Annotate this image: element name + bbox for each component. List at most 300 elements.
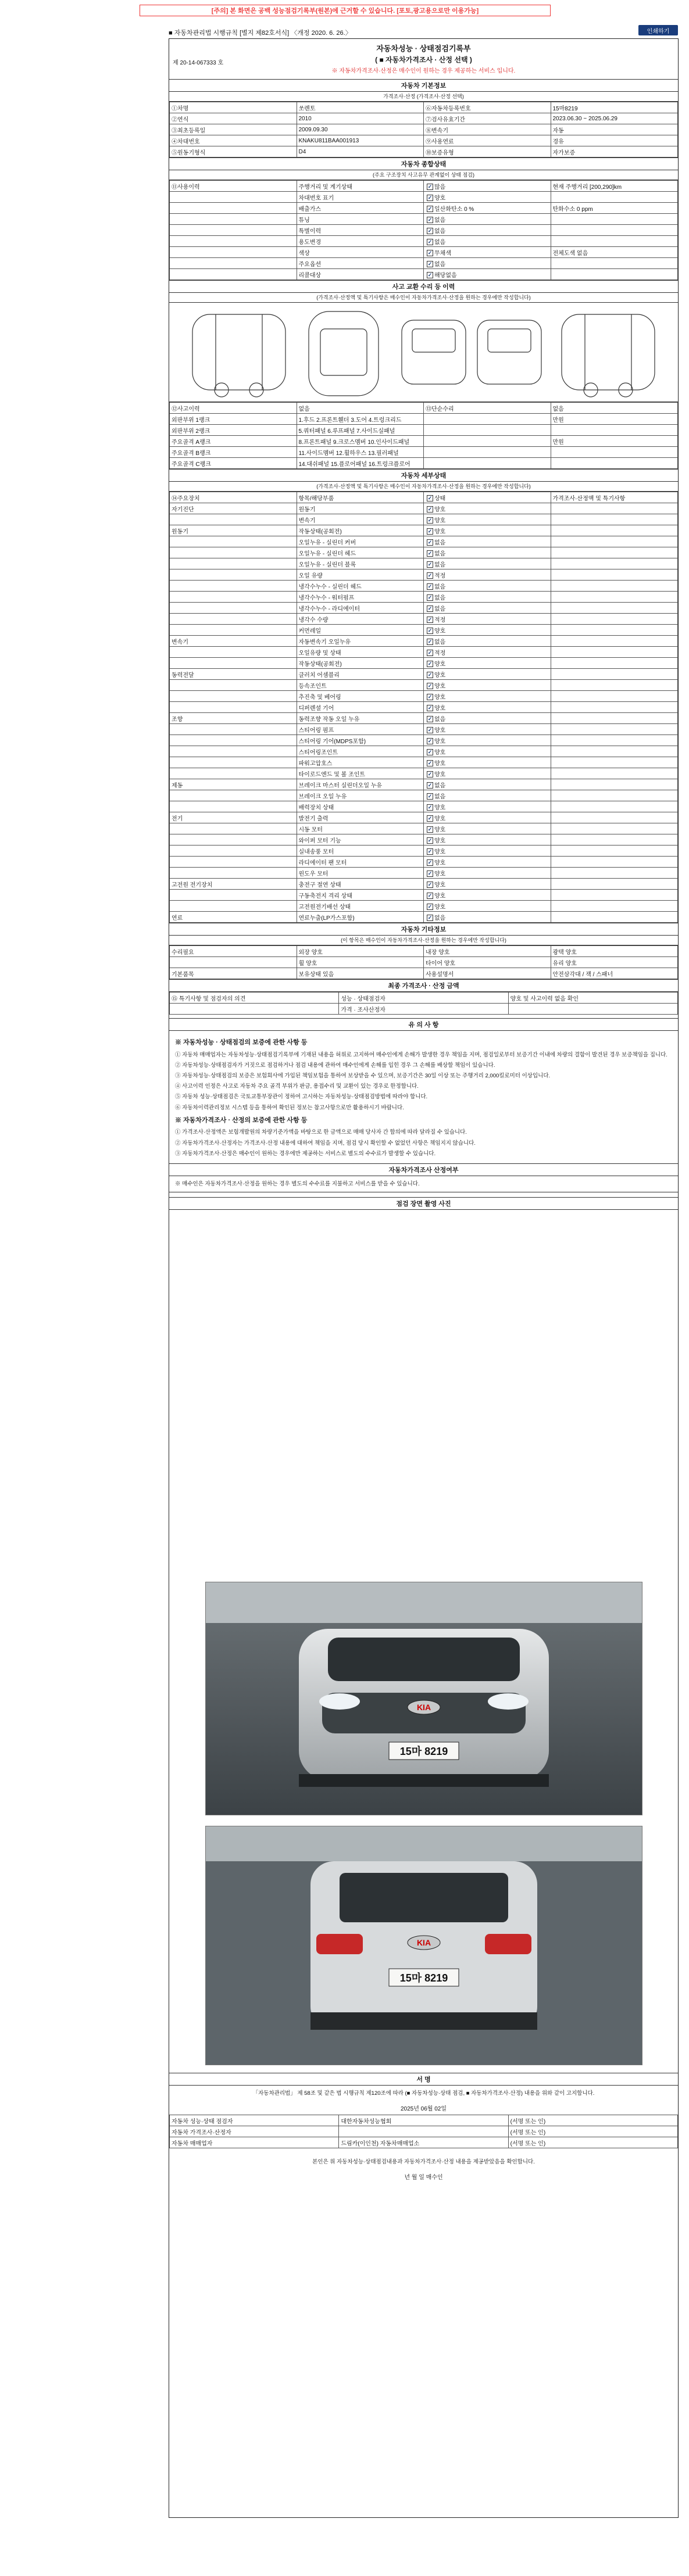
table-cell: [170, 425, 297, 436]
notice-paragraph: ⑤ 자동차 성능·상태점검은 국토교통부장관이 정하여 고시하는 자동차성능·상태점검방법에 따라야 합니다.: [175, 1094, 428, 1101]
table-cell: [551, 724, 678, 735]
cell-text: 없음: [434, 639, 446, 646]
table-cell: [170, 2137, 339, 2148]
table-cell: [424, 425, 551, 436]
checkbox-checked-icon: ✓: [427, 272, 433, 278]
cell-text: 5.쿼터패널 6.루프패널 7.사이드실패널: [298, 428, 395, 435]
table-cell: [297, 746, 424, 757]
table-row: [170, 845, 678, 857]
table-cell: [424, 181, 551, 192]
table-cell: [551, 823, 678, 834]
cell-text: 작동상태(공회전): [298, 528, 342, 535]
cell-text: 작동상태(공회전): [298, 661, 342, 668]
table-cell: [424, 801, 551, 812]
table-cell: [424, 957, 551, 968]
cell-text: 탄화수소 0 ppm: [552, 206, 593, 213]
checkbox-checked-icon: ✓: [427, 859, 433, 866]
table-cell: [424, 669, 551, 680]
table-cell: [170, 192, 297, 203]
table-row: [170, 414, 678, 425]
notice-paragraph: ① 가격조사·산정액은 보험개발원의 차량기준가액을 바탕으로 한 금액으로 매매 당사자 간 합의에 따라 달라질 수 있습니다.: [175, 1129, 467, 1136]
cell-text: 주요옵션: [298, 261, 322, 268]
table-cell: [297, 946, 424, 957]
checkbox-checked-icon: ✓: [427, 870, 433, 877]
detail-sub: (가격조사·산정액 및 특기사항은 매수인이 자동차가격조사·산정을 원하는 경우에만 작성합니다): [169, 482, 678, 492]
table-row: [170, 258, 678, 269]
cell-text: 양호: [434, 904, 446, 911]
table-cell: [424, 135, 551, 146]
cell-text: 양호: [434, 694, 446, 701]
table-cell: [551, 569, 678, 581]
table-cell: [424, 458, 551, 469]
cell-text: 광택 양호: [552, 949, 577, 956]
table-cell: [551, 403, 678, 414]
table-row: [170, 236, 678, 247]
table-cell: [170, 757, 297, 768]
cell-text: 연료: [172, 915, 183, 922]
table-cell: [424, 436, 551, 447]
cell-text: 원동기: [172, 528, 188, 535]
checkbox-checked-icon: ✓: [427, 661, 433, 667]
table-cell: [424, 636, 551, 647]
table-row: [170, 458, 678, 469]
table-cell: [297, 603, 424, 614]
table-cell: [424, 757, 551, 768]
table-cell: [170, 993, 339, 1004]
basic-info-sub: 가격조사·산정 (가격조사·산정 선택): [169, 92, 678, 102]
accident-sub: (가격조사·산정액 및 특기사항은 매수인이 자동차가격조사·산정을 원하는 경우에만 작성합니다): [169, 293, 678, 303]
table-cell: [297, 779, 424, 790]
table-cell: [424, 113, 551, 124]
table-row: [170, 946, 678, 957]
table-cell: [170, 203, 297, 214]
table-cell: [297, 492, 424, 503]
table-cell: [551, 447, 678, 458]
table-cell: [170, 414, 297, 425]
cell-text: 디퍼렌셜 기어: [298, 705, 334, 712]
table-row: [170, 247, 678, 258]
plate-front: 15마 8219: [399, 1746, 448, 1757]
table-row: [170, 647, 678, 658]
table-row: [170, 425, 678, 436]
table-cell: [508, 1004, 677, 1015]
checkbox-checked-icon: ✓: [427, 705, 433, 711]
cell-text: 실내송풍 모터: [298, 848, 334, 855]
cell-text: 양호: [434, 683, 446, 690]
cell-text: 오일누유 - 실린더 블록: [298, 561, 356, 568]
table-cell: [424, 680, 551, 691]
table-cell: [170, 801, 297, 812]
table-cell: [551, 236, 678, 247]
table-cell: [551, 879, 678, 890]
cell-text: 없음: [298, 406, 310, 413]
table-cell: [424, 702, 551, 713]
cell-text: 원동기: [298, 506, 316, 513]
table-cell: [424, 614, 551, 625]
table-row: [170, 625, 678, 636]
cell-text: 대한자동차성능협회: [341, 2118, 392, 2125]
cell-text: 발전기 출력: [298, 815, 329, 822]
cell-text: 제동: [172, 782, 183, 789]
checkbox-checked-icon: ✓: [427, 804, 433, 811]
checkbox-checked-icon: ✓: [427, 815, 433, 822]
table-cell: [297, 834, 424, 845]
basic-info-header: 자동차 기본정보: [169, 79, 678, 92]
table-cell: [170, 968, 297, 979]
table-cell: [170, 214, 297, 225]
cell-text: 자동차 매매업자: [172, 2140, 213, 2147]
table-cell: [551, 603, 678, 614]
cell-text: 양호: [434, 771, 446, 778]
table-cell: [170, 912, 297, 923]
table-cell: [170, 901, 297, 912]
table-cell: [551, 801, 678, 812]
cell-text: 외장 양호: [298, 949, 323, 956]
table-row: [170, 569, 678, 581]
cell-text: 성능 · 상태점검자: [341, 995, 385, 1002]
table-cell: [170, 857, 297, 868]
cell-text: 없음: [552, 406, 564, 413]
table-cell: [551, 757, 678, 768]
table-cell: [170, 247, 297, 258]
table-cell: [170, 834, 297, 845]
cell-text: 없음: [434, 217, 446, 224]
cell-text: 안전삼각대 / 잭 / 스패너: [552, 971, 613, 978]
cell-text: ⑥자동차등록번호: [426, 105, 471, 112]
table-cell: [170, 812, 297, 823]
checkbox-checked-icon: ✓: [427, 261, 433, 267]
cell-text: 주요골격 C랭크: [172, 461, 211, 468]
table-cell: [297, 403, 424, 414]
table-cell: [424, 492, 551, 503]
table-row: [170, 558, 678, 569]
table-row: [170, 225, 678, 236]
checkbox-checked-icon: ✓: [427, 639, 433, 645]
table-cell: [170, 2126, 339, 2137]
cell-text: ⑮ 특기사항 및 점검자의 의견: [172, 995, 246, 1002]
cell-text: 해당없음: [434, 272, 457, 279]
table-cell: [424, 868, 551, 879]
checkbox-checked-icon: ✓: [427, 782, 433, 789]
table-cell: [170, 636, 297, 647]
table-cell: [551, 968, 678, 979]
checkbox-checked-icon: ✓: [427, 904, 433, 910]
cell-text: ②연식: [172, 116, 189, 123]
table-cell: [551, 414, 678, 425]
table-row: [170, 957, 678, 968]
table-cell: [297, 269, 424, 280]
table-cell: [424, 247, 551, 258]
table-cell: [297, 536, 424, 547]
table-cell: [339, 2126, 508, 2137]
table-cell: [424, 581, 551, 592]
checkbox-checked-icon: ✓: [427, 517, 433, 524]
table-cell: [551, 436, 678, 447]
table-cell: [297, 658, 424, 669]
table-cell: [424, 269, 551, 280]
cell-text: 양호: [434, 870, 446, 877]
basic-info-table: [169, 102, 678, 157]
table-cell: [170, 724, 297, 735]
table-cell: [424, 503, 551, 514]
table-cell: [297, 757, 424, 768]
cell-text: 전기: [172, 815, 183, 822]
table-cell: [551, 525, 678, 536]
cell-text: 자동변속기 오일누유: [298, 639, 351, 646]
cell-text: 양호: [434, 528, 446, 535]
table-cell: [424, 746, 551, 757]
table-cell: [551, 647, 678, 658]
table-row: [170, 447, 678, 458]
table-row: [170, 536, 678, 547]
cell-text: KNAKU811BAA001913: [298, 137, 359, 144]
table-cell: [424, 713, 551, 724]
cell-text: 항목/해당부품: [298, 495, 334, 502]
table-cell: [424, 192, 551, 203]
table-cell: [551, 868, 678, 879]
cell-text: 휠 양호: [298, 960, 317, 967]
car-top-icon: [309, 311, 379, 396]
choice-text: ※ 매수인은 자동차가격조사·산정을 원하는 경우 별도의 수수료를 지불하고 서비스를 받을 수 있습니다.: [169, 1176, 678, 1192]
cell-text: 주행거리 및 계기상태: [298, 184, 352, 191]
cell-text: 양호: [434, 749, 446, 756]
cell-text: 배력장치 상태: [298, 804, 334, 811]
cell-text: 양호: [434, 705, 446, 712]
table-cell: [297, 569, 424, 581]
table-cell: [551, 492, 678, 503]
cell-text: 동력조향 작동 오일 누유: [298, 716, 360, 723]
cell-text: 보유상태 있음: [298, 971, 334, 978]
cell-text: 없음: [434, 561, 446, 568]
table-cell: [170, 768, 297, 779]
plate-rear: 15마 8219: [399, 1972, 448, 1984]
notice-paragraph: ④ 사고이력 인정은 사고로 자동차 주요 골격 부위가 판금, 용접수리 및 교환이 있는 경우로 한정합니다.: [175, 1083, 419, 1090]
kia-emblem-rear: KIA: [416, 1938, 431, 1947]
table-cell: [297, 713, 424, 724]
checkbox-checked-icon: ✓: [427, 550, 433, 557]
cell-text: 유리 양호: [552, 960, 577, 967]
accident-table: [169, 402, 678, 469]
cell-text: 1.후드 2.프론트휀더 3.도어 4.트렁크리드: [298, 417, 402, 424]
cell-text: 자동: [552, 127, 564, 134]
table-cell: [424, 414, 551, 425]
cell-text: 양호: [434, 727, 446, 734]
table-cell: [424, 812, 551, 823]
table-row: [170, 702, 678, 713]
table-row: [170, 879, 678, 890]
cell-text: 경유: [552, 138, 564, 145]
notices-h2: ※ 자동차가격조사 · 산정의 보증에 관한 사항 등: [175, 1116, 308, 1124]
table-cell: [424, 735, 551, 746]
table-cell: [297, 647, 424, 658]
table-cell: [297, 135, 424, 146]
table-cell: [170, 514, 297, 525]
photo-header: 점검 장면 촬영 사진: [169, 1197, 678, 1210]
table-cell: [424, 724, 551, 735]
table-cell: [170, 458, 297, 469]
cell-text: ⑪사용이력: [172, 184, 200, 191]
cell-text: 구동축전지 격리 상태: [298, 893, 352, 900]
cell-text: ⑩보증유형: [426, 149, 454, 156]
cell-text: 양호: [434, 882, 446, 888]
table-row: [170, 614, 678, 625]
cell-text: 변속기: [172, 639, 188, 646]
cell-text: 없음: [434, 550, 446, 557]
table-cell: [297, 258, 424, 269]
car-side-right-icon: [562, 314, 655, 390]
table-row: [170, 912, 678, 923]
table-cell: [551, 269, 678, 280]
table-row: [170, 779, 678, 790]
cell-text: 시동 모터: [298, 826, 323, 833]
cell-text: ③최초등록일: [172, 127, 206, 134]
rear-car-photo: [206, 1826, 642, 2065]
cell-text: 없음: [434, 793, 446, 800]
table-cell: [551, 458, 678, 469]
checkbox-checked-icon: ✓: [427, 837, 433, 844]
cell-text: 색상: [298, 250, 310, 257]
detail-header: 자동차 세부상태: [169, 469, 678, 482]
cell-text: 양호: [434, 837, 446, 844]
cell-text: 양호: [434, 760, 446, 767]
table-cell: [297, 503, 424, 514]
cell-text: 커먼레일: [298, 628, 322, 635]
cell-text: 동력전달: [172, 672, 194, 679]
cell-text: 등속조인트: [298, 683, 327, 690]
cell-text: 11.사이드멤버 12.휠하우스 13.필러패널: [298, 450, 399, 457]
cell-text: 2009.09.30: [298, 126, 328, 133]
cell-text: 없음: [434, 261, 446, 268]
notice-paragraph: ③ 자동차성능·상태점검의 보증은 보험회사에 가입된 책임보험을 통하여 보상받을 수 있으며, 보증기간은 30일 이상 또는 주행거리 2,000킬로미터 이상입니다.: [175, 1072, 551, 1079]
table-cell: [170, 2115, 339, 2126]
cell-text: 스티어링조인트: [298, 749, 338, 756]
table-row: [170, 857, 678, 868]
table-cell: [551, 135, 678, 146]
checkbox-checked-icon: ✓: [427, 650, 433, 656]
cell-text: 적정: [434, 617, 446, 624]
table-cell: [424, 946, 551, 957]
table-cell: [551, 146, 678, 157]
cell-text: 없음: [434, 539, 446, 546]
table-cell: [297, 514, 424, 525]
table-cell: [297, 845, 424, 857]
table-cell: [551, 547, 678, 558]
overall-status-sub: (주요 구조장치 사고유무 관계없이 상태 점검): [169, 170, 678, 180]
checkbox-checked-icon: ✓: [427, 628, 433, 634]
checkbox-checked-icon: ✓: [427, 572, 433, 579]
rear-photo: [205, 1826, 642, 2065]
cell-text: 오일누유 - 실린더 헤드: [298, 550, 356, 557]
cell-text: 없음: [434, 228, 446, 235]
table-cell: [424, 592, 551, 603]
table-cell: [551, 614, 678, 625]
cell-text: 없음: [434, 583, 446, 590]
table-cell: [297, 968, 424, 979]
cell-text: 배출가스: [298, 206, 322, 213]
table-cell: [170, 403, 297, 414]
cell-text: 양호: [434, 826, 446, 833]
table-row: [170, 592, 678, 603]
table-cell: [551, 636, 678, 647]
table-cell: [297, 957, 424, 968]
table-cell: [551, 901, 678, 912]
table-cell: [424, 214, 551, 225]
cell-text: 리콜대상: [298, 272, 322, 279]
cell-text: 스티어링 펌프: [298, 727, 334, 734]
table-row: [170, 203, 678, 214]
table-cell: [297, 414, 424, 425]
table-cell: [551, 102, 678, 113]
cell-text: 외판부위 2랭크: [172, 428, 210, 435]
table-row: [170, 812, 678, 823]
cell-text: 양호: [434, 195, 446, 202]
cell-text: 드림카(이인천) 자동차매매업소: [341, 2140, 420, 2147]
print-button[interactable]: 인쇄하기: [638, 25, 678, 35]
table-cell: [424, 558, 551, 569]
table-cell: [551, 192, 678, 203]
document-subtitle: ( ■ 자동차가격조사 · 산정 선택 ): [375, 56, 472, 64]
table-cell: [339, 993, 508, 1004]
table-row: [170, 2126, 678, 2137]
sign-law-text: 「자동차관리법」 제 58조 및 같은 법 시행규칙 제120조에 따라 (■ 자동차성능·상태 점검, ■ 자동차가격조사·산정) 내용을 위와 같이 고지합니다.: [252, 2090, 595, 2097]
table-cell: [551, 514, 678, 525]
table-cell: [424, 658, 551, 669]
cell-text: 없음: [434, 915, 446, 922]
cell-text: 없음: [434, 606, 446, 612]
table-cell: [424, 879, 551, 890]
cell-text: (서명 또는 인): [510, 2118, 546, 2125]
table-cell: [424, 912, 551, 923]
table-cell: [551, 425, 678, 436]
cell-text: 와이퍼 모터 기능: [298, 837, 341, 844]
cell-text: ⑤원동기형식: [172, 149, 206, 156]
cell-text: 8.프론트패널 9.크로스멤버 10.인사이드패널: [298, 439, 410, 446]
table-cell: [424, 823, 551, 834]
table-cell: [551, 680, 678, 691]
table-cell: [297, 724, 424, 735]
checkbox-checked-icon: ✓: [427, 250, 433, 256]
etc-table: [169, 945, 678, 979]
checkbox-checked-icon: ✓: [427, 893, 433, 899]
table-cell: [170, 680, 297, 691]
table-cell: [551, 592, 678, 603]
table-row: [170, 503, 678, 514]
table-cell: [339, 2115, 508, 2126]
document-number: 제 20-14-067333 호: [173, 60, 224, 66]
cell-text: 윈도우 모터: [298, 870, 329, 877]
table-cell: [170, 492, 297, 503]
table-cell: [170, 845, 297, 857]
cell-text: 없음: [434, 594, 446, 601]
table-cell: [551, 181, 678, 192]
table-cell: [170, 647, 297, 658]
cell-text: 일산화탄소 0 %: [434, 206, 474, 213]
notice-paragraph: ② 자동차성능·상태점검자가 거짓으로 점검하거나 점검 내용에 관하여 매수인에게 손해를 입힌 경우 그 손해를 배상할 책임이 있습니다.: [175, 1062, 495, 1069]
table-cell: [551, 912, 678, 923]
table-row: [170, 746, 678, 757]
document-title: 자동차성능 · 상태점검기록부: [376, 44, 471, 53]
table-cell: [297, 592, 424, 603]
table-cell: [170, 503, 297, 514]
table-row: [170, 436, 678, 447]
checkbox-checked-icon: ✓: [427, 749, 433, 755]
checkbox-checked-icon: ✓: [427, 195, 433, 201]
table-cell: [170, 702, 297, 713]
cell-text: 2010: [298, 115, 312, 122]
cell-text: 만원: [552, 439, 564, 446]
warning-banner: [주의] 본 화면은 공백 성능점검기록부(원본)에 근거할 수 있습니다. [포토,광고용으로만 이용가능]: [140, 5, 551, 16]
table-cell: [424, 258, 551, 269]
